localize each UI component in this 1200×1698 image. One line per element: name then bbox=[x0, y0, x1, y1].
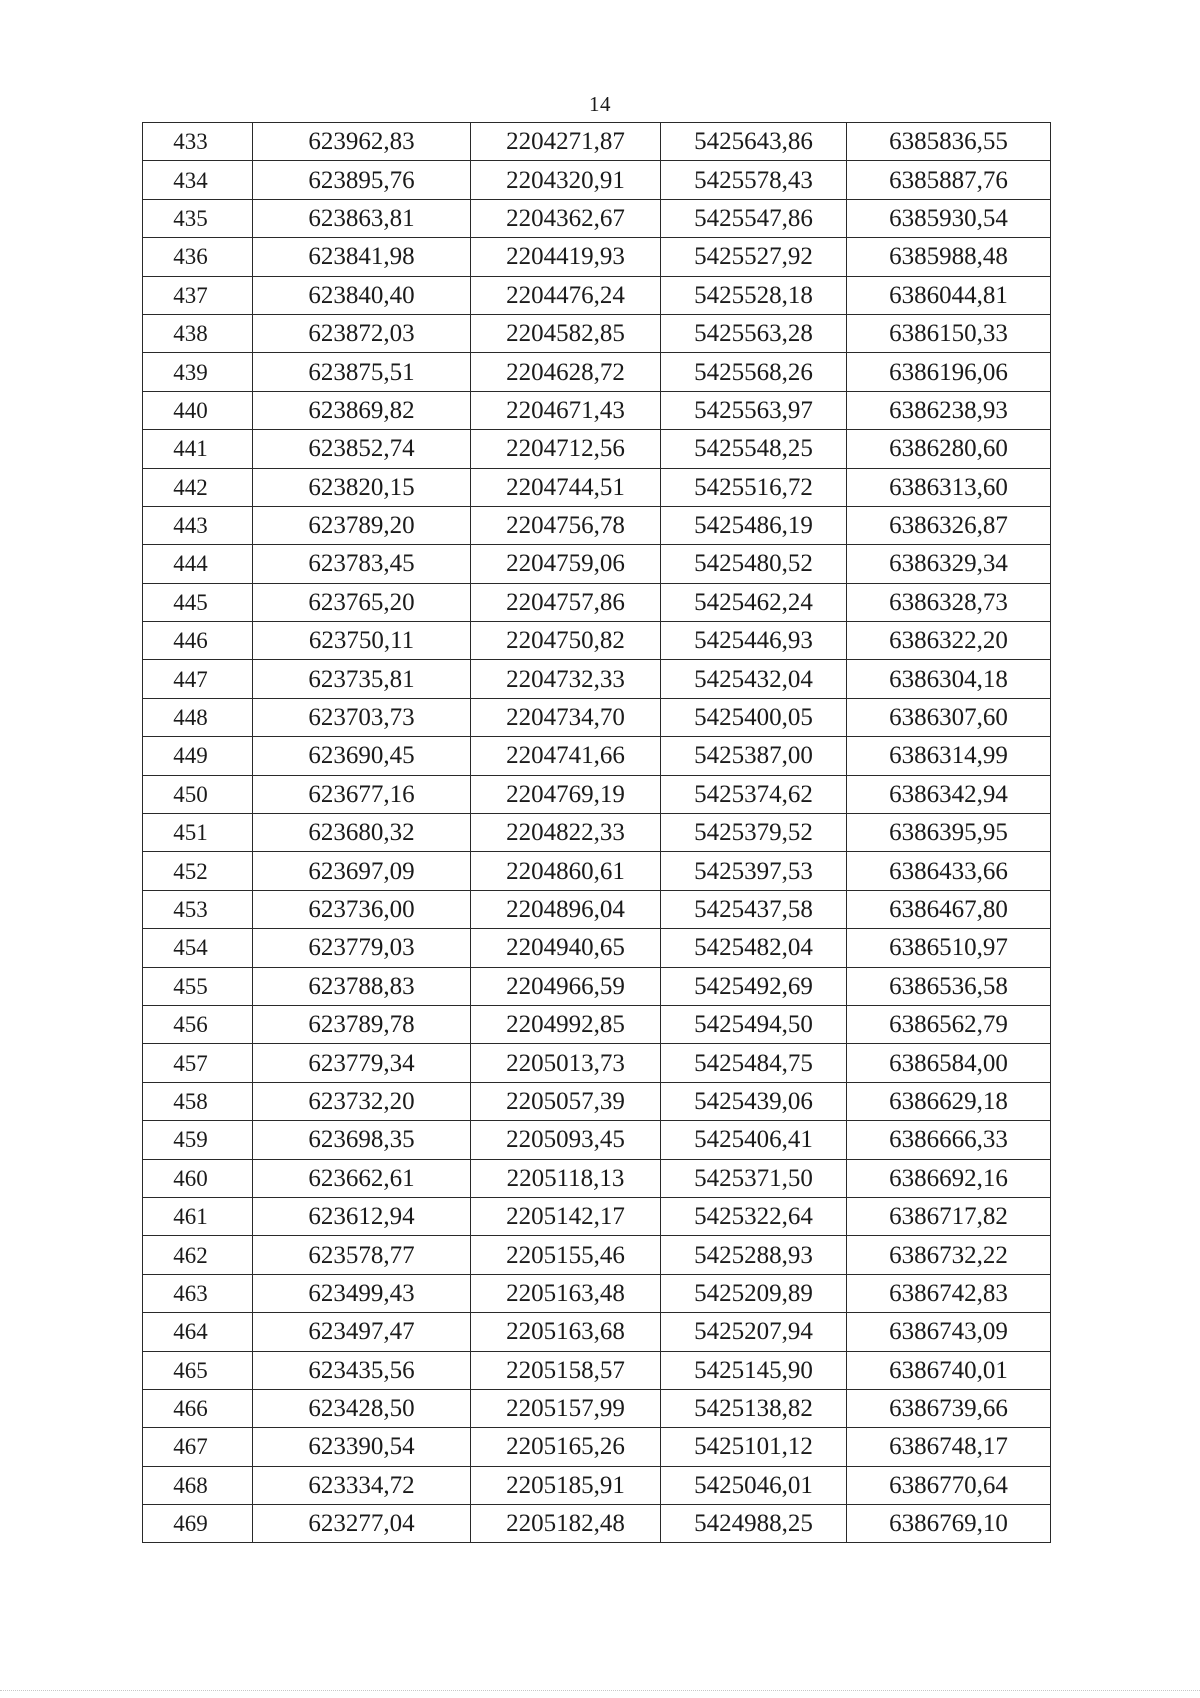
x2-cell: 5425288,93 bbox=[661, 1236, 847, 1274]
point-number-cell: 443 bbox=[143, 506, 253, 544]
point-number-cell: 446 bbox=[143, 622, 253, 660]
x1-cell: 623435,56 bbox=[253, 1351, 471, 1389]
y2-cell: 6386238,93 bbox=[847, 391, 1051, 429]
y2-cell: 6386692,16 bbox=[847, 1159, 1051, 1197]
table-row bbox=[143, 123, 1051, 161]
x1-cell: 623578,77 bbox=[253, 1236, 471, 1274]
y1-cell: 2204476,24 bbox=[471, 276, 661, 314]
point-number-cell: 468 bbox=[143, 1466, 253, 1504]
y1-cell: 2204671,43 bbox=[471, 391, 661, 429]
table-row bbox=[143, 890, 1051, 928]
x2-cell: 5425209,89 bbox=[661, 1274, 847, 1312]
table-row bbox=[143, 1197, 1051, 1235]
x2-cell: 5425432,04 bbox=[661, 660, 847, 698]
table-row bbox=[143, 775, 1051, 813]
table-row bbox=[143, 314, 1051, 352]
table-row bbox=[143, 814, 1051, 852]
x2-cell: 5425374,62 bbox=[661, 775, 847, 813]
x2-cell: 5425563,97 bbox=[661, 391, 847, 429]
y2-cell: 6386510,97 bbox=[847, 929, 1051, 967]
y2-cell: 6386732,22 bbox=[847, 1236, 1051, 1274]
x2-cell: 5425101,12 bbox=[661, 1428, 847, 1466]
y2-cell: 6386742,83 bbox=[847, 1274, 1051, 1312]
point-number-cell: 439 bbox=[143, 353, 253, 391]
x1-cell: 623820,15 bbox=[253, 468, 471, 506]
x2-cell: 5425437,58 bbox=[661, 890, 847, 928]
y2-cell: 6386739,66 bbox=[847, 1389, 1051, 1427]
point-number-cell: 465 bbox=[143, 1351, 253, 1389]
coordinates-table-body bbox=[143, 123, 1051, 1543]
x2-cell: 5425480,52 bbox=[661, 545, 847, 583]
point-number-cell: 454 bbox=[143, 929, 253, 967]
y2-cell: 6386467,80 bbox=[847, 890, 1051, 928]
y1-cell: 2204896,04 bbox=[471, 890, 661, 928]
y1-cell: 2204756,78 bbox=[471, 506, 661, 544]
y1-cell: 2205158,57 bbox=[471, 1351, 661, 1389]
table-row bbox=[143, 583, 1051, 621]
x2-cell: 5425145,90 bbox=[661, 1351, 847, 1389]
x2-cell: 5425482,04 bbox=[661, 929, 847, 967]
x2-cell: 5425397,53 bbox=[661, 852, 847, 890]
y1-cell: 2204992,85 bbox=[471, 1005, 661, 1043]
table-row bbox=[143, 1005, 1051, 1043]
point-number-cell: 466 bbox=[143, 1389, 253, 1427]
table-row bbox=[143, 852, 1051, 890]
y2-cell: 6386770,64 bbox=[847, 1466, 1051, 1504]
y2-cell: 6386433,66 bbox=[847, 852, 1051, 890]
x1-cell: 623765,20 bbox=[253, 583, 471, 621]
table-row bbox=[143, 698, 1051, 736]
point-number-cell: 445 bbox=[143, 583, 253, 621]
y1-cell: 2205157,99 bbox=[471, 1389, 661, 1427]
table-row bbox=[143, 737, 1051, 775]
table-row bbox=[143, 967, 1051, 1005]
y1-cell: 2205155,46 bbox=[471, 1236, 661, 1274]
x1-cell: 623783,45 bbox=[253, 545, 471, 583]
point-number-cell: 442 bbox=[143, 468, 253, 506]
point-number-cell: 458 bbox=[143, 1082, 253, 1120]
point-number-cell: 434 bbox=[143, 161, 253, 199]
x2-cell: 5425568,26 bbox=[661, 353, 847, 391]
y1-cell: 2204769,19 bbox=[471, 775, 661, 813]
y1-cell: 2205182,48 bbox=[471, 1505, 661, 1543]
point-number-cell: 452 bbox=[143, 852, 253, 890]
x1-cell: 623962,83 bbox=[253, 123, 471, 161]
x2-cell: 5425322,64 bbox=[661, 1197, 847, 1235]
x1-cell: 623841,98 bbox=[253, 238, 471, 276]
table-row bbox=[143, 660, 1051, 698]
x1-cell: 623895,76 bbox=[253, 161, 471, 199]
y2-cell: 6386326,87 bbox=[847, 506, 1051, 544]
y2-cell: 6386717,82 bbox=[847, 1197, 1051, 1235]
x1-cell: 623789,78 bbox=[253, 1005, 471, 1043]
point-number-cell: 433 bbox=[143, 123, 253, 161]
table-row bbox=[143, 161, 1051, 199]
y2-cell: 6386666,33 bbox=[847, 1121, 1051, 1159]
y2-cell: 6386280,60 bbox=[847, 430, 1051, 468]
y2-cell: 6385988,48 bbox=[847, 238, 1051, 276]
y2-cell: 6386769,10 bbox=[847, 1505, 1051, 1543]
point-number-cell: 451 bbox=[143, 814, 253, 852]
x2-cell: 5425406,41 bbox=[661, 1121, 847, 1159]
x1-cell: 623779,34 bbox=[253, 1044, 471, 1082]
y1-cell: 2205163,48 bbox=[471, 1274, 661, 1312]
y1-cell: 2205163,68 bbox=[471, 1313, 661, 1351]
table-row bbox=[143, 506, 1051, 544]
y2-cell: 6385836,55 bbox=[847, 123, 1051, 161]
x2-cell: 5425486,19 bbox=[661, 506, 847, 544]
x2-cell: 5425528,18 bbox=[661, 276, 847, 314]
x1-cell: 623428,50 bbox=[253, 1389, 471, 1427]
x1-cell: 623390,54 bbox=[253, 1428, 471, 1466]
point-number-cell: 462 bbox=[143, 1236, 253, 1274]
y1-cell: 2205093,45 bbox=[471, 1121, 661, 1159]
y1-cell: 2204271,87 bbox=[471, 123, 661, 161]
y1-cell: 2204822,33 bbox=[471, 814, 661, 852]
point-number-cell: 461 bbox=[143, 1197, 253, 1235]
y1-cell: 2204362,67 bbox=[471, 199, 661, 237]
table-row bbox=[143, 199, 1051, 237]
y1-cell: 2204419,93 bbox=[471, 238, 661, 276]
y2-cell: 6386314,99 bbox=[847, 737, 1051, 775]
x1-cell: 623750,11 bbox=[253, 622, 471, 660]
y2-cell: 6386313,60 bbox=[847, 468, 1051, 506]
table-row bbox=[143, 1274, 1051, 1312]
x1-cell: 623869,82 bbox=[253, 391, 471, 429]
x2-cell: 5425446,93 bbox=[661, 622, 847, 660]
x2-cell: 5425484,75 bbox=[661, 1044, 847, 1082]
x1-cell: 623736,00 bbox=[253, 890, 471, 928]
y1-cell: 2204732,33 bbox=[471, 660, 661, 698]
point-number-cell: 459 bbox=[143, 1121, 253, 1159]
x2-cell: 5425371,50 bbox=[661, 1159, 847, 1197]
point-number-cell: 448 bbox=[143, 698, 253, 736]
x1-cell: 623697,09 bbox=[253, 852, 471, 890]
x2-cell: 5425138,82 bbox=[661, 1389, 847, 1427]
x2-cell: 5425527,92 bbox=[661, 238, 847, 276]
y2-cell: 6386328,73 bbox=[847, 583, 1051, 621]
x2-cell: 5425462,24 bbox=[661, 583, 847, 621]
x2-cell: 5425387,00 bbox=[661, 737, 847, 775]
table-row bbox=[143, 391, 1051, 429]
y1-cell: 2204712,56 bbox=[471, 430, 661, 468]
y2-cell: 6386150,33 bbox=[847, 314, 1051, 352]
x2-cell: 5425046,01 bbox=[661, 1466, 847, 1504]
x1-cell: 623698,35 bbox=[253, 1121, 471, 1159]
y2-cell: 6385887,76 bbox=[847, 161, 1051, 199]
y1-cell: 2204940,65 bbox=[471, 929, 661, 967]
point-number-cell: 449 bbox=[143, 737, 253, 775]
x2-cell: 5425547,86 bbox=[661, 199, 847, 237]
x2-cell: 5425494,50 bbox=[661, 1005, 847, 1043]
y1-cell: 2204628,72 bbox=[471, 353, 661, 391]
x2-cell: 5425563,28 bbox=[661, 314, 847, 352]
y1-cell: 2204744,51 bbox=[471, 468, 661, 506]
point-number-cell: 436 bbox=[143, 238, 253, 276]
point-number-cell: 460 bbox=[143, 1159, 253, 1197]
y1-cell: 2204757,86 bbox=[471, 583, 661, 621]
y2-cell: 6386329,34 bbox=[847, 545, 1051, 583]
x1-cell: 623690,45 bbox=[253, 737, 471, 775]
y1-cell: 2204320,91 bbox=[471, 161, 661, 199]
y1-cell: 2204860,61 bbox=[471, 852, 661, 890]
page-bottom-edge bbox=[0, 1690, 1200, 1691]
x2-cell: 5425492,69 bbox=[661, 967, 847, 1005]
y2-cell: 6386743,09 bbox=[847, 1313, 1051, 1351]
y1-cell: 2205142,17 bbox=[471, 1197, 661, 1235]
x1-cell: 623789,20 bbox=[253, 506, 471, 544]
x1-cell: 623497,47 bbox=[253, 1313, 471, 1351]
y1-cell: 2205013,73 bbox=[471, 1044, 661, 1082]
x1-cell: 623732,20 bbox=[253, 1082, 471, 1120]
y2-cell: 6386584,00 bbox=[847, 1044, 1051, 1082]
x1-cell: 623277,04 bbox=[253, 1505, 471, 1543]
x1-cell: 623735,81 bbox=[253, 660, 471, 698]
y1-cell: 2204750,82 bbox=[471, 622, 661, 660]
x1-cell: 623334,72 bbox=[253, 1466, 471, 1504]
x1-cell: 623703,73 bbox=[253, 698, 471, 736]
y2-cell: 6386304,18 bbox=[847, 660, 1051, 698]
y1-cell: 2205057,39 bbox=[471, 1082, 661, 1120]
y1-cell: 2204759,06 bbox=[471, 545, 661, 583]
x2-cell: 5424988,25 bbox=[661, 1505, 847, 1543]
point-number-cell: 447 bbox=[143, 660, 253, 698]
x1-cell: 623680,32 bbox=[253, 814, 471, 852]
table-row bbox=[143, 468, 1051, 506]
table-row bbox=[143, 1121, 1051, 1159]
x1-cell: 623779,03 bbox=[253, 929, 471, 967]
y2-cell: 6386395,95 bbox=[847, 814, 1051, 852]
y1-cell: 2205185,91 bbox=[471, 1466, 661, 1504]
table-row bbox=[143, 353, 1051, 391]
point-number-cell: 457 bbox=[143, 1044, 253, 1082]
x2-cell: 5425439,06 bbox=[661, 1082, 847, 1120]
point-number-cell: 469 bbox=[143, 1505, 253, 1543]
y2-cell: 6385930,54 bbox=[847, 199, 1051, 237]
x2-cell: 5425516,72 bbox=[661, 468, 847, 506]
table-row bbox=[143, 1236, 1051, 1274]
point-number-cell: 444 bbox=[143, 545, 253, 583]
y2-cell: 6386748,17 bbox=[847, 1428, 1051, 1466]
point-number-cell: 464 bbox=[143, 1313, 253, 1351]
point-number-cell: 441 bbox=[143, 430, 253, 468]
y1-cell: 2204966,59 bbox=[471, 967, 661, 1005]
x1-cell: 623499,43 bbox=[253, 1274, 471, 1312]
point-number-cell: 463 bbox=[143, 1274, 253, 1312]
x1-cell: 623875,51 bbox=[253, 353, 471, 391]
point-number-cell: 467 bbox=[143, 1428, 253, 1466]
page-number: 14 bbox=[589, 92, 611, 116]
y2-cell: 6386562,79 bbox=[847, 1005, 1051, 1043]
point-number-cell: 456 bbox=[143, 1005, 253, 1043]
point-number-cell: 440 bbox=[143, 391, 253, 429]
y2-cell: 6386342,94 bbox=[847, 775, 1051, 813]
y1-cell: 2204582,85 bbox=[471, 314, 661, 352]
point-number-cell: 450 bbox=[143, 775, 253, 813]
table-row bbox=[143, 622, 1051, 660]
point-number-cell: 453 bbox=[143, 890, 253, 928]
x2-cell: 5425578,43 bbox=[661, 161, 847, 199]
y2-cell: 6386322,20 bbox=[847, 622, 1051, 660]
table-row bbox=[143, 1351, 1051, 1389]
table-row bbox=[143, 929, 1051, 967]
y1-cell: 2204741,66 bbox=[471, 737, 661, 775]
point-number-cell: 438 bbox=[143, 314, 253, 352]
x1-cell: 623872,03 bbox=[253, 314, 471, 352]
x1-cell: 623662,61 bbox=[253, 1159, 471, 1197]
x1-cell: 623788,83 bbox=[253, 967, 471, 1005]
y2-cell: 6386740,01 bbox=[847, 1351, 1051, 1389]
table-row bbox=[143, 1082, 1051, 1120]
point-number-cell: 437 bbox=[143, 276, 253, 314]
x1-cell: 623852,74 bbox=[253, 430, 471, 468]
y1-cell: 2205118,13 bbox=[471, 1159, 661, 1197]
x1-cell: 623863,81 bbox=[253, 199, 471, 237]
x1-cell: 623612,94 bbox=[253, 1197, 471, 1235]
y2-cell: 6386629,18 bbox=[847, 1082, 1051, 1120]
y2-cell: 6386044,81 bbox=[847, 276, 1051, 314]
y2-cell: 6386536,58 bbox=[847, 967, 1051, 1005]
table-row bbox=[143, 1313, 1051, 1351]
x2-cell: 5425207,94 bbox=[661, 1313, 847, 1351]
table-row bbox=[143, 1044, 1051, 1082]
table-row bbox=[143, 1428, 1051, 1466]
y2-cell: 6386196,06 bbox=[847, 353, 1051, 391]
y2-cell: 6386307,60 bbox=[847, 698, 1051, 736]
table-row bbox=[143, 276, 1051, 314]
table-row bbox=[143, 238, 1051, 276]
point-number-cell: 435 bbox=[143, 199, 253, 237]
x2-cell: 5425400,05 bbox=[661, 698, 847, 736]
y1-cell: 2204734,70 bbox=[471, 698, 661, 736]
point-number-cell: 455 bbox=[143, 967, 253, 1005]
table-row bbox=[143, 1466, 1051, 1504]
x2-cell: 5425548,25 bbox=[661, 430, 847, 468]
x2-cell: 5425643,86 bbox=[661, 123, 847, 161]
table-row bbox=[143, 1389, 1051, 1427]
x2-cell: 5425379,52 bbox=[661, 814, 847, 852]
table-row bbox=[143, 545, 1051, 583]
coordinates-table bbox=[142, 122, 1051, 1543]
x1-cell: 623677,16 bbox=[253, 775, 471, 813]
table-row bbox=[143, 1159, 1051, 1197]
y1-cell: 2205165,26 bbox=[471, 1428, 661, 1466]
x1-cell: 623840,40 bbox=[253, 276, 471, 314]
table-row bbox=[143, 1505, 1051, 1543]
table-row bbox=[143, 430, 1051, 468]
